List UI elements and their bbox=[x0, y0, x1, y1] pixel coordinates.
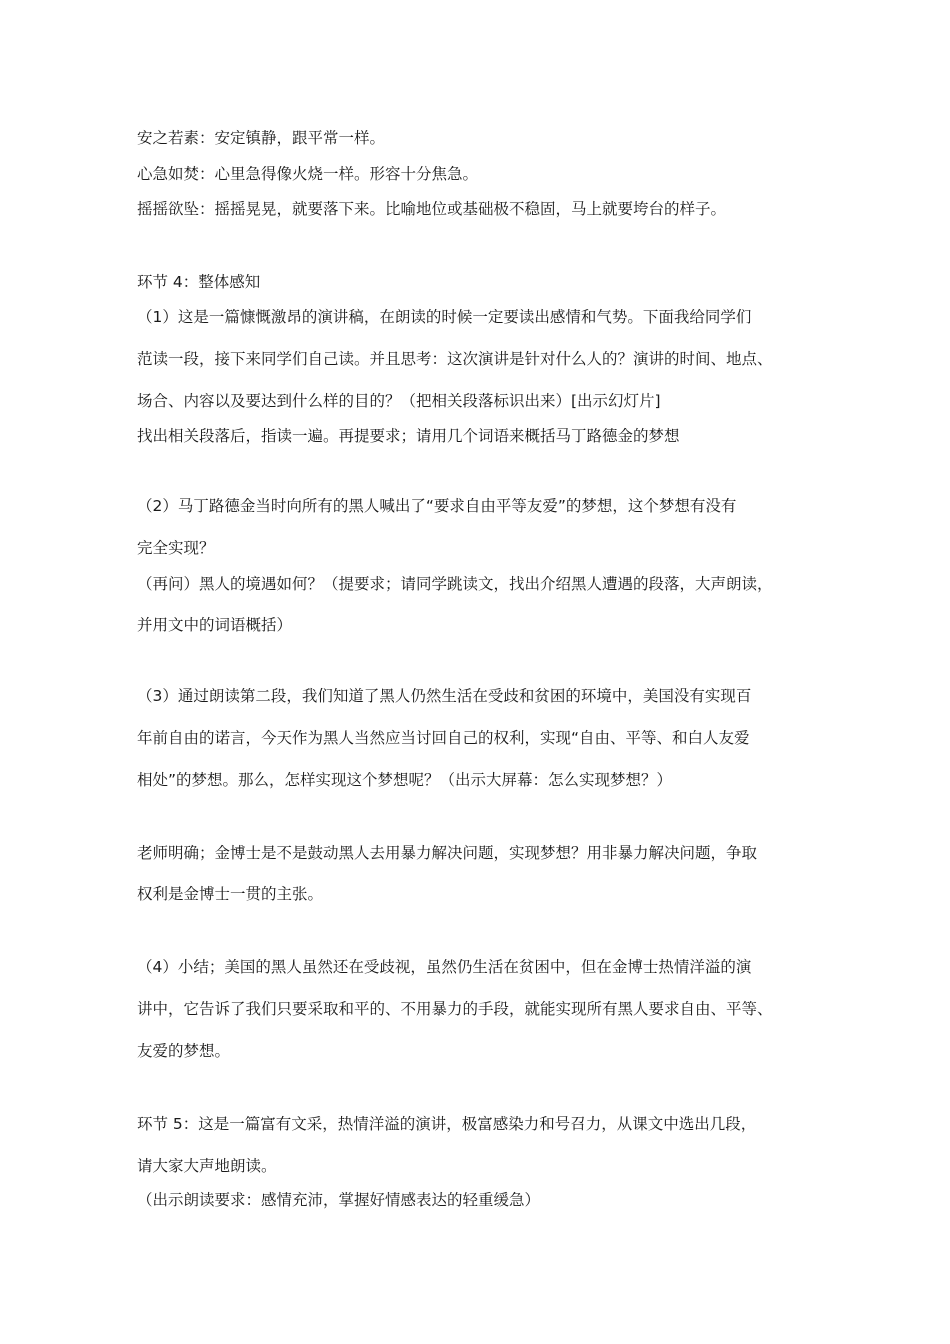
text-line: 范读一段，接下来同学们自己读。并且思考：这次演讲是针对什么人的？演讲的时间、地点、 bbox=[137, 350, 773, 368]
text-line: （出示朗读要求：感情充沛，掌握好情感表达的轻重缓急） bbox=[137, 1191, 541, 1209]
text-line: 权利是金博士一贯的主张。 bbox=[137, 885, 324, 903]
text-line: 摇摇欲坠：摇摇晃晃，就要落下来。比喻地位或基础极不稳固，马上就要垮台的样子。 bbox=[137, 200, 727, 218]
text-line: （再问）黑人的境遇如何？（提要求；请同学跳读文，找出介绍黑人遭遇的段落，大声朗读， bbox=[137, 575, 773, 593]
text-line: （4）小结；美国的黑人虽然还在受歧视，虽然仍生活在贫困中，但在金博士热情洋溢的演 bbox=[137, 958, 752, 976]
text-line: 场合、内容以及要达到什么样的目的？（把相关段落标识出来）[出示幻灯片] bbox=[137, 392, 661, 410]
text-line: 请大家大声地朗读。 bbox=[137, 1157, 277, 1175]
text-line: （3）通过朗读第二段，我们知道了黑人仍然生活在受歧和贫困的环境中，美国没有实现百 bbox=[137, 687, 752, 705]
text-line: 心急如焚：心里急得像火烧一样。形容十分焦急。 bbox=[137, 165, 479, 183]
section-heading: 环节 5：这是一篇富有文采，热情洋溢的演讲，极富感染力和号召力，从课文中选出几段， bbox=[137, 1115, 757, 1133]
text-line: 完全实现？ bbox=[137, 539, 215, 557]
text-line: 相处”的梦想。那么，怎样实现这个梦想呢？（出示大屏幕：怎么实现梦想？） bbox=[137, 771, 673, 789]
text-line: 年前自由的诺言，今天作为黑人当然应当讨回自己的权利，实现“自由、平等、和白人友爱 bbox=[137, 729, 750, 747]
text-line: 找出相关段落后，指读一遍。再提要求；请用几个词语来概括马丁路德金的梦想 bbox=[137, 427, 680, 445]
text-line: 友爱的梦想。 bbox=[137, 1042, 231, 1060]
text-line: 安之若素：安定镇静，跟平常一样。 bbox=[137, 129, 386, 147]
text-line: 讲中，它告诉了我们只要采取和平的、不用暴力的手段，就能实现所有黑人要求自由、平等、 bbox=[137, 1000, 773, 1018]
text-line: 并用文中的词语概括） bbox=[137, 616, 293, 634]
text-line: 老师明确；金博士是不是鼓动黑人去用暴力解决问题，实现梦想？用非暴力解决问题，争取 bbox=[137, 844, 758, 862]
text-line: （1）这是一篇慷慨激昂的演讲稿，在朗读的时候一定要读出感情和气势。下面我给同学们 bbox=[137, 308, 752, 326]
section-heading: 环节 4：整体感知 bbox=[137, 273, 261, 291]
text-line: （2）马丁路德金当时向所有的黑人喊出了“要求自由平等友爱”的梦想，这个梦想有没有 bbox=[137, 497, 737, 515]
